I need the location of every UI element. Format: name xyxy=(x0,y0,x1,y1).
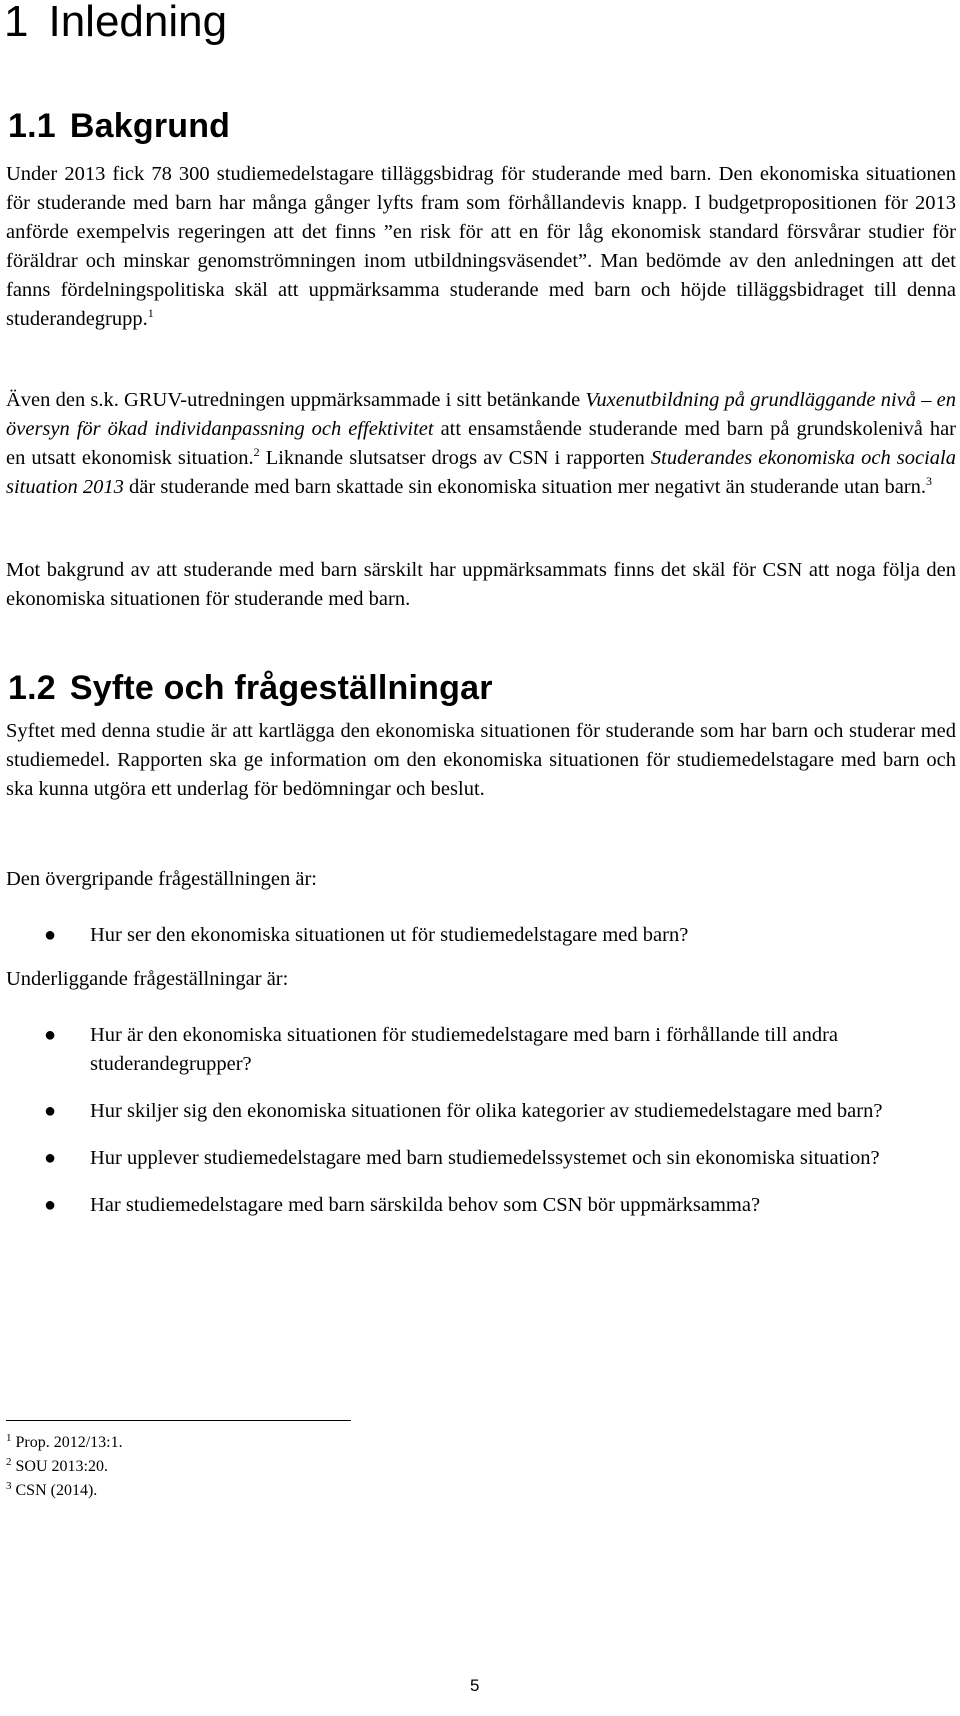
bullet-icon: ● xyxy=(44,1024,57,1046)
footnote-mark: 1 xyxy=(6,1432,12,1444)
sub-question-list xyxy=(0,1021,960,1238)
chapter-heading xyxy=(4,0,227,52)
question-text: Hur är den ekonomiska situationen för studiemedelstagare med barn i förhållande till andra studerandegrupper? xyxy=(90,1024,838,1075)
paragraph-background-1 xyxy=(6,160,956,334)
main-question-intro: Den övergripande frågeställningen är: xyxy=(6,868,317,890)
paragraph-text: Under 2013 fick 78 300 studiemedelstagare tilläggsbidrag för studerande med barn. Den ekonomiska situationen för studerande med barn har många gånger lyfts fram som förhållandevis knapp. I budgetpropositionen för 2013 anförde exempelvis regeringen att det finns ”en risk för att en för låg ekonomisk standard försvårar studier för föräldrar och minskar genomströmningen inom utbildningsväsendet”. Man bedömde av den anledningen att det fanns fördelningspolitiska skäl att uppmärksamma studerande med barn och höjde tilläggsbidraget till denna studerandegrupp. xyxy=(6,163,956,330)
section-title: Bakgrund xyxy=(69,107,231,145)
footnote-mark: 2 xyxy=(6,1456,12,1468)
list-item xyxy=(0,1097,950,1126)
bullet-icon: ● xyxy=(44,1100,57,1122)
question-text: Hur ser den ekonomiska situationen ut för studiemedelstagare med barn? xyxy=(90,924,689,946)
footnote xyxy=(6,1455,123,1479)
question-text: Hur upplever studiemedelstagare med barn studiemedelssystemet och sin ekonomiska situation? xyxy=(90,1147,880,1169)
sub-question-intro: Underliggande frågeställningar är: xyxy=(6,968,289,990)
footnote xyxy=(6,1479,123,1503)
bullet-icon: ● xyxy=(44,924,57,946)
paragraph-text: att ensamstående studerande med barn på grundskolenivå har en utsatt ekonomisk situation. xyxy=(6,418,957,469)
paragraph-purpose: Syftet med denna studie är att kartlägga den ekonomiska situationen för studerande som har barn och studerar med studiemedel. Rapporten ska ge information om den ekonomiska situationen för studiemedelstagare med barn och ska kunna utgöra ett underlag för bedömningar och beslut. xyxy=(6,720,956,800)
footnote-separator xyxy=(6,1420,351,1421)
paragraph-background-2 xyxy=(6,386,956,502)
section-number: 1.2 xyxy=(8,669,56,707)
footnote-ref: 2 xyxy=(253,445,260,459)
footnote-mark: 3 xyxy=(6,1480,12,1492)
list-item xyxy=(0,1191,950,1220)
bullet-icon: ● xyxy=(44,1147,57,1169)
section-title: Syfte och frågeställningar xyxy=(69,669,493,707)
page-number: 5 xyxy=(470,1676,480,1695)
chapter-title: Inledning xyxy=(48,0,228,46)
list-item xyxy=(0,1144,950,1173)
chapter-number: 1 xyxy=(4,0,29,46)
report-title: Vuxenutbildning på grundläggande nivå – en översyn för ökad individanpassning och effektivitet xyxy=(6,389,956,440)
footnote xyxy=(6,1431,123,1455)
section-number: 1.1 xyxy=(8,107,56,145)
report-title: Studerandes ekonomiska och sociala situation 2013 xyxy=(6,447,956,498)
question-text: Har studiemedelstagare med barn särskilda behov som CSN bör uppmärksamma? xyxy=(90,1194,761,1216)
section-heading-bakgrund xyxy=(8,104,230,148)
paragraph-background-3: Mot bakgrund av att studerande med barn särskilt har uppmärksammats finns det skäl för CSN att noga följa den ekonomiska situationen för studerande med barn. xyxy=(6,559,956,610)
main-question-list xyxy=(0,921,960,968)
list-item xyxy=(0,1021,950,1079)
footnote-ref: 3 xyxy=(926,474,932,488)
footnote-ref: 1 xyxy=(147,306,154,320)
paragraph-text: Liknande slutsatser drogs av CSN i rapporten xyxy=(259,447,651,469)
footnote-list xyxy=(6,1431,123,1503)
section-heading-syfte xyxy=(8,666,493,710)
bullet-icon: ● xyxy=(44,1194,57,1216)
footnote-text: CSN (2014). xyxy=(15,1482,98,1499)
footnote-text: Prop. 2012/13:1. xyxy=(15,1434,123,1451)
question-text: Hur skiljer sig den ekonomiska situationen för olika kategorier av studiemedelstagare med barn? xyxy=(90,1100,883,1122)
footnote-text: SOU 2013:20. xyxy=(15,1458,108,1475)
paragraph-text: där studerande med barn skattade sin ekonomiska situation mer negativt än studerande utan barn. xyxy=(123,476,926,498)
list-item xyxy=(0,921,950,950)
paragraph-text: Även den s.k. GRUV-utredningen uppmärksammade i sitt betänkande xyxy=(6,389,586,411)
